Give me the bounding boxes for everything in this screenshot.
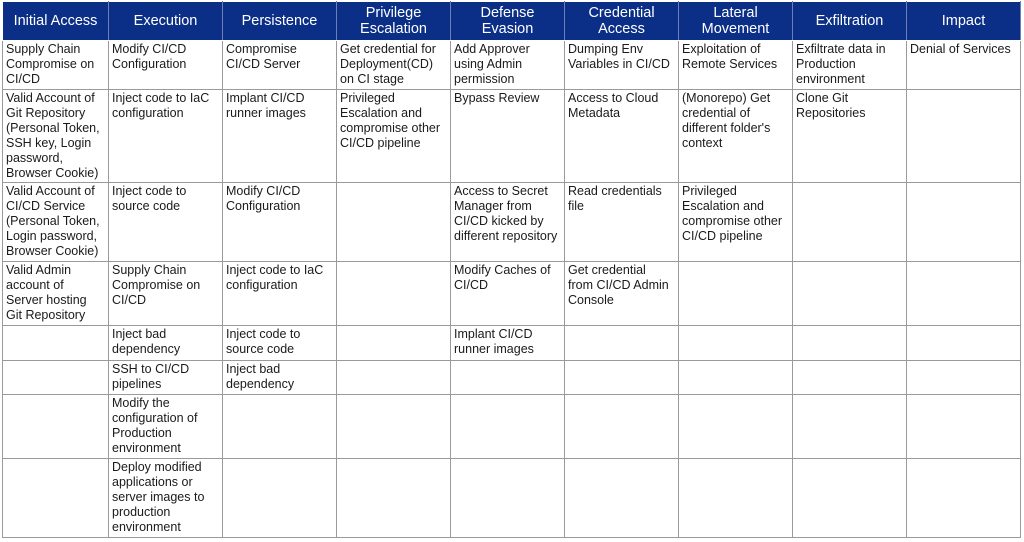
- table-cell: [907, 90, 1021, 183]
- table-cell: [223, 395, 337, 459]
- table-cell: Get credential for Deployment(CD) on CI stage: [337, 41, 451, 90]
- header-exfiltration: Exfiltration: [793, 2, 907, 41]
- table-cell: [679, 459, 793, 538]
- header-execution: Execution: [109, 2, 223, 41]
- table-cell: Implant CI/CD runner images: [223, 90, 337, 183]
- table-cell: [565, 361, 679, 395]
- table-row: [3, 361, 1021, 395]
- table-cell: [451, 395, 565, 459]
- table-cell: [3, 361, 109, 395]
- table-cell: Dumping Env Variables in CI/CD: [565, 41, 679, 90]
- table-cell: [451, 361, 565, 395]
- table-cell: Inject bad dependency: [223, 361, 337, 395]
- table-cell: Access to Cloud Metadata: [565, 90, 679, 183]
- table-cell: Get credential from CI/CD Admin Console: [565, 262, 679, 326]
- table-cell: Add Approver using Admin permission: [451, 41, 565, 90]
- table-cell: [337, 361, 451, 395]
- header-defense-evasion: Defense Evasion: [451, 2, 565, 41]
- table-cell: [565, 459, 679, 538]
- attack-matrix-table: [2, 1, 1021, 538]
- header-row: [3, 2, 1021, 41]
- table-cell: [3, 326, 109, 361]
- table-cell: [3, 395, 109, 459]
- table-cell: Valid Account of Git Repository (Personal Token, SSH key, Login password, Browser Cookie): [3, 90, 109, 183]
- table-cell: Privileged Escalation and compromise other CI/CD pipeline: [337, 90, 451, 183]
- table-cell: Bypass Review: [451, 90, 565, 183]
- table-cell: [793, 326, 907, 361]
- table-cell: Exfiltrate data in Production environment: [793, 41, 907, 90]
- table-cell: (Monorepo) Get credential of different folder's context: [679, 90, 793, 183]
- table-cell: Modify the configuration of Production environment: [109, 395, 223, 459]
- table-cell: [907, 459, 1021, 538]
- header-initial-access: Initial Access: [3, 2, 109, 41]
- table-cell: [565, 395, 679, 459]
- table-cell: Access to Secret Manager from CI/CD kicked by different repository: [451, 183, 565, 262]
- table-cell: [337, 183, 451, 262]
- table-row: [3, 183, 1021, 262]
- table-cell: [793, 459, 907, 538]
- table-cell: Deploy modified applications or server images to production environment: [109, 459, 223, 538]
- table-cell: [337, 262, 451, 326]
- table-cell: [679, 262, 793, 326]
- table-cell: Modify CI/CD Configuration: [109, 41, 223, 90]
- table-row: [3, 41, 1021, 90]
- table-cell: Read credentials file: [565, 183, 679, 262]
- header-impact: Impact: [907, 2, 1021, 41]
- table-cell: [793, 395, 907, 459]
- table-cell: [793, 262, 907, 326]
- table-cell: Inject code to IaC configuration: [223, 262, 337, 326]
- table-cell: SSH to CI/CD pipelines: [109, 361, 223, 395]
- table-cell: [907, 262, 1021, 326]
- table-cell: [793, 361, 907, 395]
- table-cell: Modify CI/CD Configuration: [223, 183, 337, 262]
- table-cell: Valid Admin account of Server hosting Git Repository: [3, 262, 109, 326]
- table-cell: [451, 459, 565, 538]
- table-cell: Compromise CI/CD Server: [223, 41, 337, 90]
- table-cell: Supply Chain Compromise on CI/CD: [3, 41, 109, 90]
- table-cell: [337, 459, 451, 538]
- table-cell: [3, 459, 109, 538]
- table-cell: Denial of Services: [907, 41, 1021, 90]
- table-cell: Inject code to IaC configuration: [109, 90, 223, 183]
- table-cell: Inject code to source code: [109, 183, 223, 262]
- table-cell: [337, 395, 451, 459]
- table-cell: [907, 361, 1021, 395]
- table-cell: Exploitation of Remote Services: [679, 41, 793, 90]
- table-cell: [337, 326, 451, 361]
- header-lateral-movement: Lateral Movement: [679, 2, 793, 41]
- table-cell: Modify Caches of CI/CD: [451, 262, 565, 326]
- table-cell: [223, 459, 337, 538]
- table-cell: Inject code to source code: [223, 326, 337, 361]
- table-cell: [679, 326, 793, 361]
- table-cell: [793, 183, 907, 262]
- table-cell: [907, 183, 1021, 262]
- table-cell: [907, 395, 1021, 459]
- table-cell: Clone Git Repositories: [793, 90, 907, 183]
- header-privilege-escalation: Privilege Escalation: [337, 2, 451, 41]
- table-row: [3, 90, 1021, 183]
- table-cell: [679, 395, 793, 459]
- table-row: [3, 326, 1021, 361]
- table-row: [3, 262, 1021, 326]
- table-cell: Privileged Escalation and compromise other CI/CD pipeline: [679, 183, 793, 262]
- table-cell: [565, 326, 679, 361]
- table-cell: [907, 326, 1021, 361]
- table-cell: Implant CI/CD runner images: [451, 326, 565, 361]
- table-cell: Valid Account of CI/CD Service (Personal Token, Login password, Browser Cookie): [3, 183, 109, 262]
- header-persistence: Persistence: [223, 2, 337, 41]
- table-row: [3, 459, 1021, 538]
- table-cell: Supply Chain Compromise on CI/CD: [109, 262, 223, 326]
- table-cell: [679, 361, 793, 395]
- table-row: [3, 395, 1021, 459]
- header-credential-access: Credential Access: [565, 2, 679, 41]
- table-cell: Inject bad dependency: [109, 326, 223, 361]
